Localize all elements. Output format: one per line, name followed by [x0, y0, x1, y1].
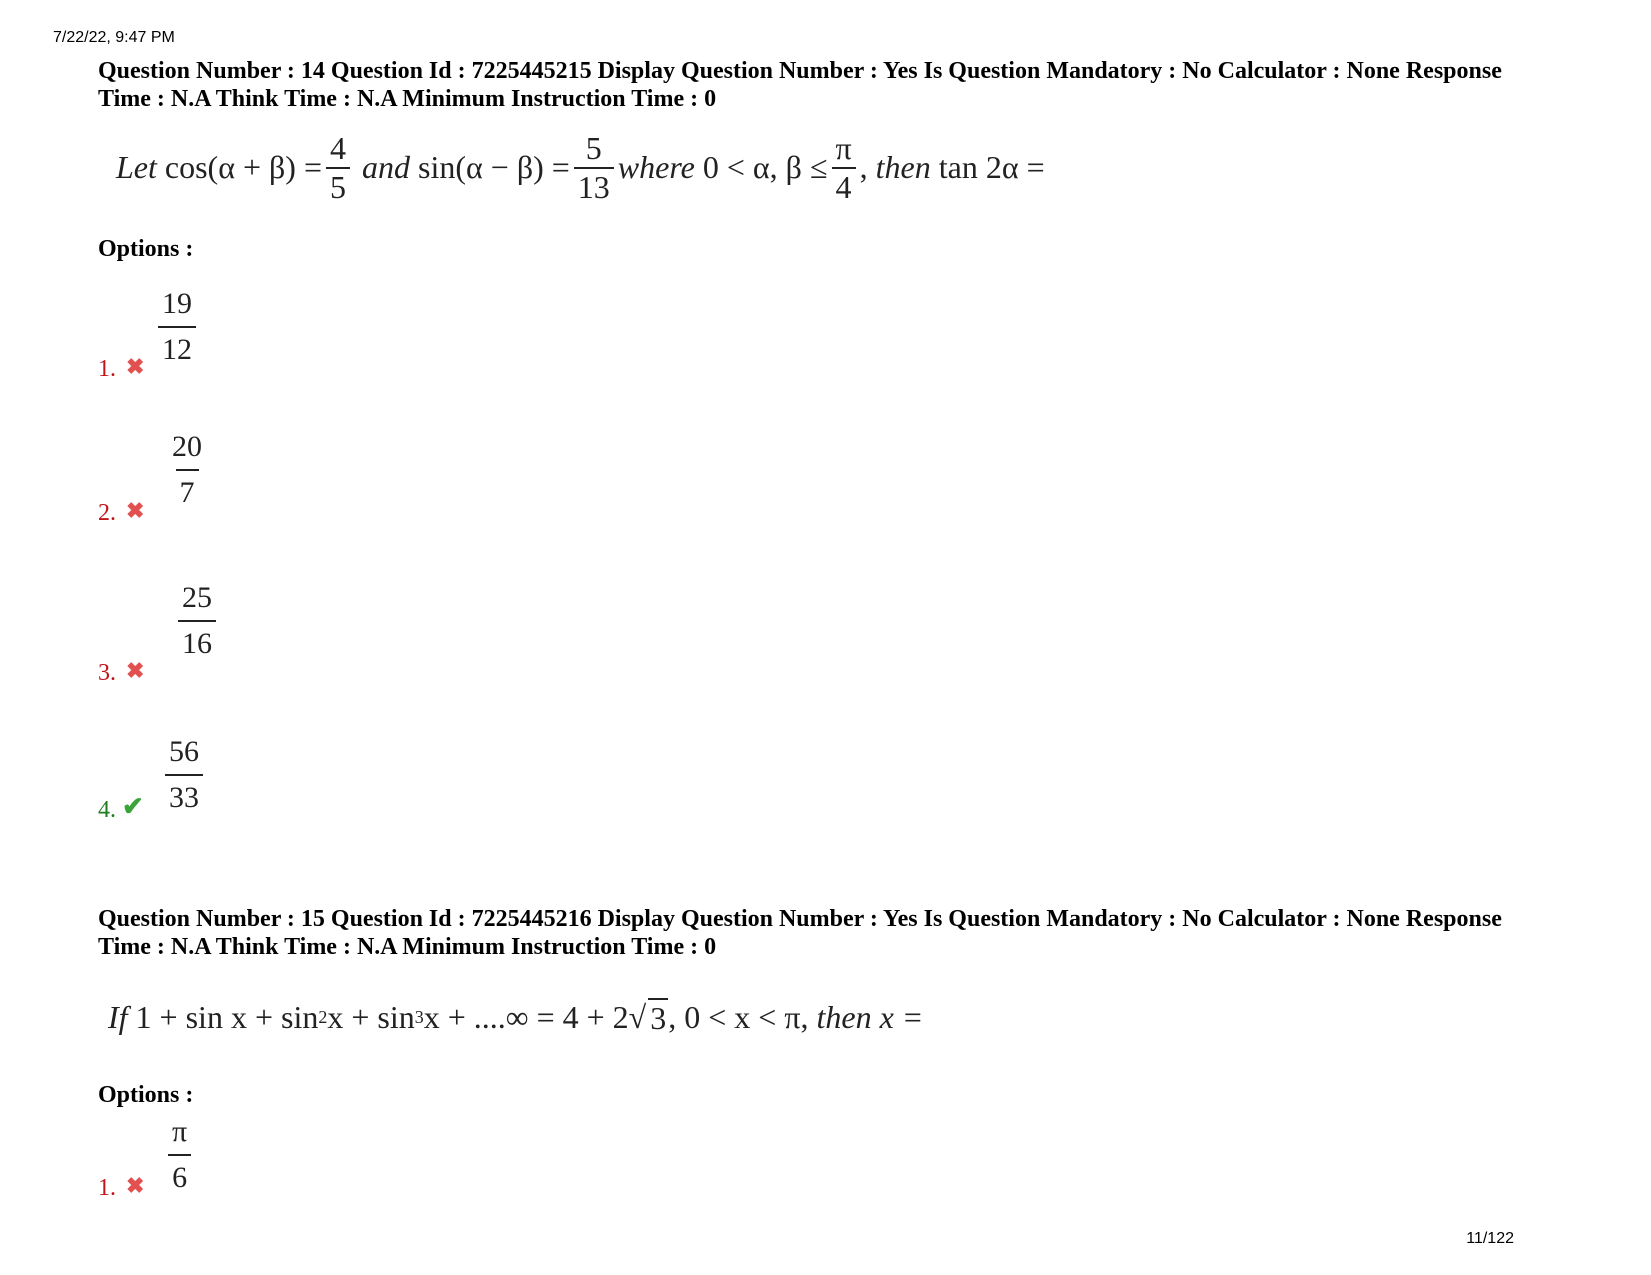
- question-meta-line-1: Question Number : 15 Question Id : 7225445216 Display Question Number : Yes Is Question Mandatory : No Calculator : None Response: [98, 906, 1502, 932]
- stem-series-a: 1 + sin x + sin: [135, 999, 319, 1035]
- options-label: Options :: [98, 236, 194, 262]
- stem-condition: 0 < α, β ≤: [702, 149, 828, 186]
- option-number: 4.: [98, 797, 116, 823]
- print-timestamp: 7/22/22, 9:47 PM: [53, 29, 175, 46]
- stem-if: If: [108, 999, 128, 1035]
- stem-fraction-1: $\frac{4}{5}$: [326, 130, 350, 206]
- option-number: 1.: [98, 356, 116, 382]
- question-14-stem: Let cos(α + β) = $\frac{4}{5}$ and sin(α − β) = $\frac{5}{13}$ where 0 < α, β ≤ $\frac{\pi}{4}$ , then tan 2α =: [116, 130, 1045, 205]
- question-meta-line-2: Time : N.A Think Time : N.A Minimum Instruction Time : 0: [98, 934, 717, 960]
- stem-cos-expr: cos(α + β) =: [164, 149, 322, 186]
- stem-series-b: x + sin: [327, 999, 415, 1035]
- question-15-header: [98, 905, 1578, 961]
- option-2-fraction: $\frac{20}{7}$: [168, 425, 206, 515]
- stem-tail: x =: [879, 999, 924, 1035]
- question-14-header: [98, 57, 1578, 113]
- stem-series-c: x + ....∞ = 4 + 2√: [423, 999, 647, 1035]
- stem-then: then: [875, 149, 931, 186]
- option-3-fraction: $\frac{25}{16}$: [178, 576, 216, 666]
- stem-root: 3: [650, 1000, 667, 1036]
- question-meta-line-2: Time : N.A Think Time : N.A Minimum Instruction Time : 0: [98, 86, 717, 112]
- stem-sin-expr: sin(α − β) =: [418, 149, 570, 186]
- option-number: 1.: [98, 1175, 116, 1201]
- wrong-mark-icon: ✖: [126, 354, 145, 379]
- option-number: 2.: [98, 500, 116, 526]
- stem-where: where: [617, 149, 695, 186]
- correct-check-icon: ✔: [122, 792, 144, 821]
- wrong-mark-icon: ✖: [126, 1173, 145, 1198]
- wrong-mark-icon: ✖: [126, 658, 145, 683]
- option-1-fraction: $\frac{\pi}{6}$: [168, 1110, 191, 1200]
- option-4-fraction: $\frac{56}{33}$: [165, 730, 203, 820]
- stem-fraction-3: $\frac{\pi}{4}$: [831, 130, 855, 206]
- stem-condition: , 0 < x < π,: [668, 999, 809, 1035]
- stem-then: then: [816, 999, 872, 1035]
- question-15-stem: If 1 + sin x + sin 2 x + sin 3 x + ....∞ = 4 + 2√ 3 , 0 < x < π, then x =: [108, 999, 924, 1036]
- wrong-mark-icon: ✖: [126, 498, 145, 523]
- question-meta-line-1: Question Number : 14 Question Id : 7225445215 Display Question Number : Yes Is Question Mandatory : No Calculator : None Response: [98, 58, 1502, 84]
- option-number: 3.: [98, 660, 116, 686]
- options-label: Options :: [98, 1082, 194, 1108]
- stem-fraction-2: $\frac{5}{13}$: [574, 130, 614, 206]
- page-number: 11/122: [1466, 1230, 1514, 1247]
- stem-tail: tan 2α =: [938, 149, 1045, 186]
- stem-and: and: [362, 149, 410, 186]
- stem-let: Let: [116, 149, 157, 186]
- option-1-fraction: $\frac{19}{12}$: [158, 282, 196, 372]
